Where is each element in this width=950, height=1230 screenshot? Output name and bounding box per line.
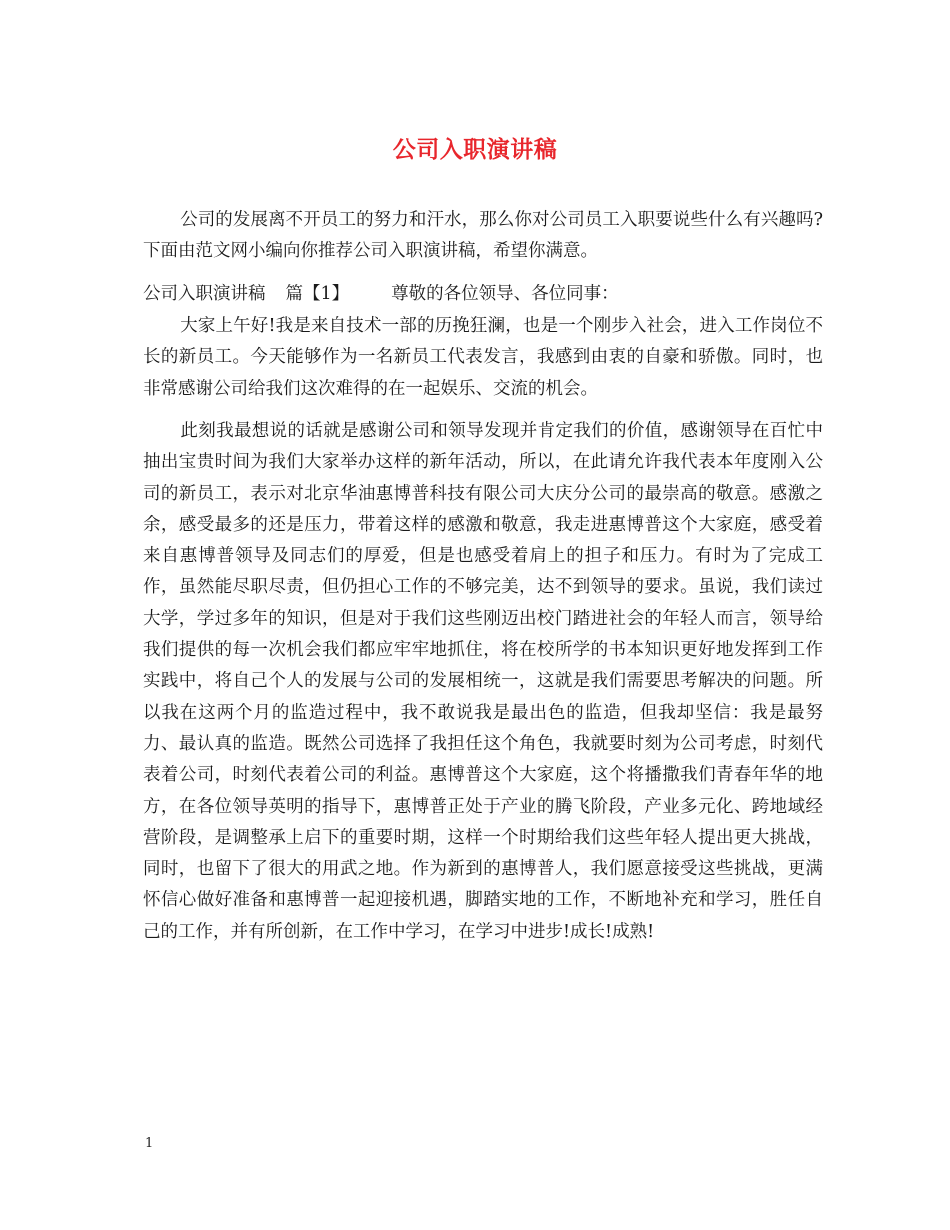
section-title: 公司入职演讲稿 [143,284,266,304]
section-heading-line [143,279,823,310]
page-number: 1 [145,1136,154,1151]
body-paragraph-1 [143,311,823,405]
salutation: 尊敬的各位领导、各位同事： [391,284,619,304]
paragraph-1-text: 大家上午好!我是来自技术一部的历挽狂澜，也是一个刚步入社会，进入工作岗位不长的新员工。今天能够作为一名新员工代表发言，我感到由衷的自豪和骄傲。同时，也非常感谢公司给我们这次难得的在一起娱乐、交流的机会。 [143,316,823,399]
document-title: 公司入职演讲稿 [392,136,558,163]
section-label: 篇【1】 [285,284,350,304]
intro-paragraph [143,205,823,268]
paragraph-2-text: 此刻我最想说的话就是感谢公司和领导发现并肯定我们的价值，感谢领导在百忙中抽出宝贵时间为我们大家举办这样的新年活动，所以，在此请允许我代表本年度刚入公司的新员工，表示对北京华油惠博普科技有限公司大庆分公司的最崇高的敬意。感激之余，感受最多的还是压力，带着这样的感激和敬意，我走进惠博普这个大家庭，感受着来自惠博普领导及同志们的厚爱，但是也感受着肩上的担子和压力。有时为了完成工作，虽然能尽职尽责，但仍担心工作的不够完美，达不到领导的要求。虽说，我们读过大学，学过多年的知识，但是对于我们这些刚迈出校门踏进社会的年轻人而言，领导给我们提供的每一次机会我们都应牢牢地抓住，将在校所学的书本知识更好地发挥到工作实践中，将自己个人的发展与公司的发展相统一，这就是我们需要思考解决的问题。所以我在这两个月的监造过程中，我不敢说我是最出色的监造，但我却坚信：我是最努力、最认真的监造。既然公司选择了我担任这个角色，我就要时刻为公司考虑，时刻代表着公司，时刻代表着公司的利益。惠博普这个大家庭，这个将播撒我们青春年华的地方，在各位领导英明的指导下，惠博普正处于产业的腾飞阶段，产业多元化、跨地域经营阶段，是调整承上启下的重要时期，这样一个时期给我们这些年轻人提出更大挑战，同时，也留下了很大的用武之地。作为新到的惠博普人，我们愿意接受这些挑战，更满怀信心做好准备和惠博普一起迎接机遇，脚踏实地的工作，不断地补充和学习，胜任自己的工作，并有所创新，在工作中学习，在学习中进步!成长!成熟! [143,421,823,942]
intro-text: 公司的发展离不开员工的努力和汗水，那么你对公司员工入职要说些什么有兴趣吗?下面由范文网小编向你推荐公司入职演讲稿，希望你满意。 [143,210,823,262]
body-paragraph-2 [143,416,823,948]
